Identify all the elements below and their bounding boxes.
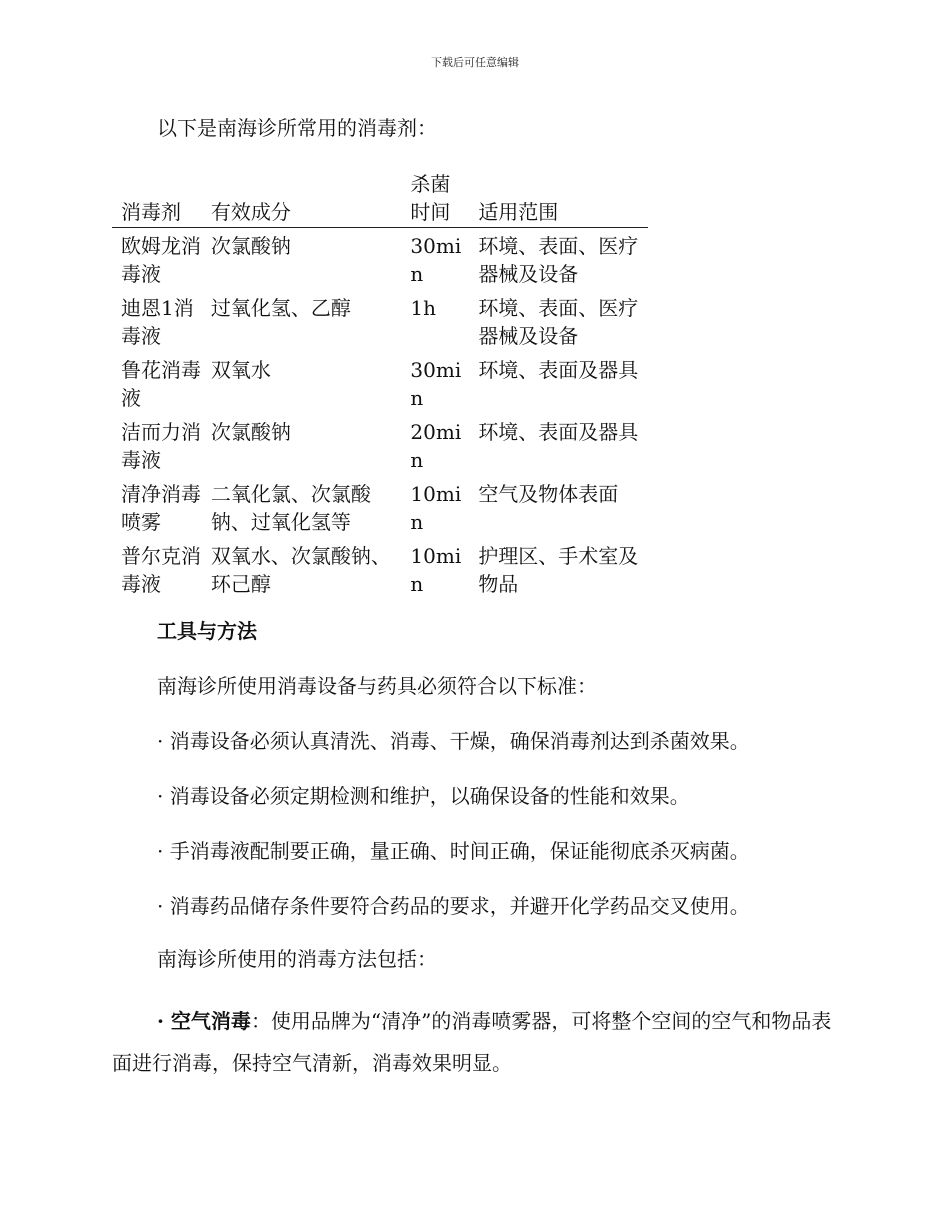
cell-disinfectant: 鲁花消毒液: [121, 358, 201, 410]
header-disinfectant: 消毒剂: [112, 170, 202, 228]
cell-disinfectant: 欧姆龙消毒液: [121, 234, 201, 286]
method-air-text: ：使用品牌为“清净”的消毒喷雾器，可将整个空间的空气和物品表面进行消毒，保持空气清新，消毒效果明显。: [112, 1009, 832, 1075]
header-ingredient: 有效成分: [202, 170, 402, 228]
intro-text: 以下是南海诊所常用的消毒剂：: [157, 116, 437, 140]
cell-ingredient: 二氧化氯、次氯酸钠、过氧化氢等: [210, 482, 371, 534]
cell-scope: 环境、表面及器具: [478, 420, 639, 444]
cell-ingredient: 双氧水: [210, 358, 271, 382]
cell-scope: 环境、表面、医疗器械及设备: [478, 234, 639, 286]
cell-disinfectant: 洁而力消毒液: [121, 420, 201, 472]
table-row: [112, 474, 648, 536]
table-header-row: [112, 170, 648, 228]
header-time: 杀菌时间: [401, 170, 469, 228]
cell-disinfectant: 迪恩1消毒液: [121, 296, 194, 348]
bullet-item: · 消毒药品储存条件要符合药品的要求，并避开化学药品交叉使用。: [157, 894, 750, 918]
cell-ingredient: 双氧水、次氯酸钠、环己醇: [210, 544, 391, 596]
disinfectant-table: [112, 170, 648, 598]
bullet-item: · 消毒设备必须认真清洗、消毒、干燥，确保消毒剂达到杀菌效果。: [157, 729, 750, 753]
cell-scope: 空气及物体表面: [478, 482, 619, 506]
cell-ingredient: 过氧化氢、乙醇: [210, 296, 351, 320]
cell-ingredient: 次氯酸钠: [210, 420, 291, 444]
header-scope: 适用范围: [469, 170, 648, 228]
cell-scope: 护理区、手术室及物品: [478, 544, 639, 596]
page-header: 下载后可任意编辑: [431, 56, 519, 69]
standards-intro: 南海诊所使用消毒设备与药具必须符合以下标准：: [157, 674, 597, 698]
cell-scope: 环境、表面及器具: [478, 358, 639, 382]
table-row: [112, 412, 648, 474]
cell-time: 10min: [410, 544, 462, 596]
table-row: [112, 288, 648, 350]
cell-scope: 环境、表面、医疗器械及设备: [478, 296, 639, 348]
bullet-item: · 手消毒液配制要正确，量正确、时间正确，保证能彻底杀灭病菌。: [157, 839, 750, 863]
methods-intro: 南海诊所使用的消毒方法包括：: [157, 947, 437, 971]
cell-time: 1h: [410, 296, 437, 320]
method-air-label: · 空气消毒: [157, 1009, 251, 1033]
method-air-paragraph: [112, 1000, 832, 1084]
cell-time: 20min: [410, 420, 462, 472]
table-row: [112, 228, 648, 289]
cell-disinfectant: 普尔克消毒液: [121, 544, 201, 596]
table-row: [112, 350, 648, 412]
cell-ingredient: 次氯酸钠: [210, 234, 291, 258]
cell-time: 10min: [410, 482, 462, 534]
table-row: [112, 536, 648, 598]
section-title: 工具与方法: [157, 619, 257, 643]
cell-time: 30min: [410, 358, 462, 410]
cell-time: 30min: [410, 234, 462, 286]
cell-disinfectant: 清净消毒喷雾: [121, 482, 201, 534]
bullet-item: · 消毒设备必须定期检测和维护，以确保设备的性能和效果。: [157, 784, 690, 808]
